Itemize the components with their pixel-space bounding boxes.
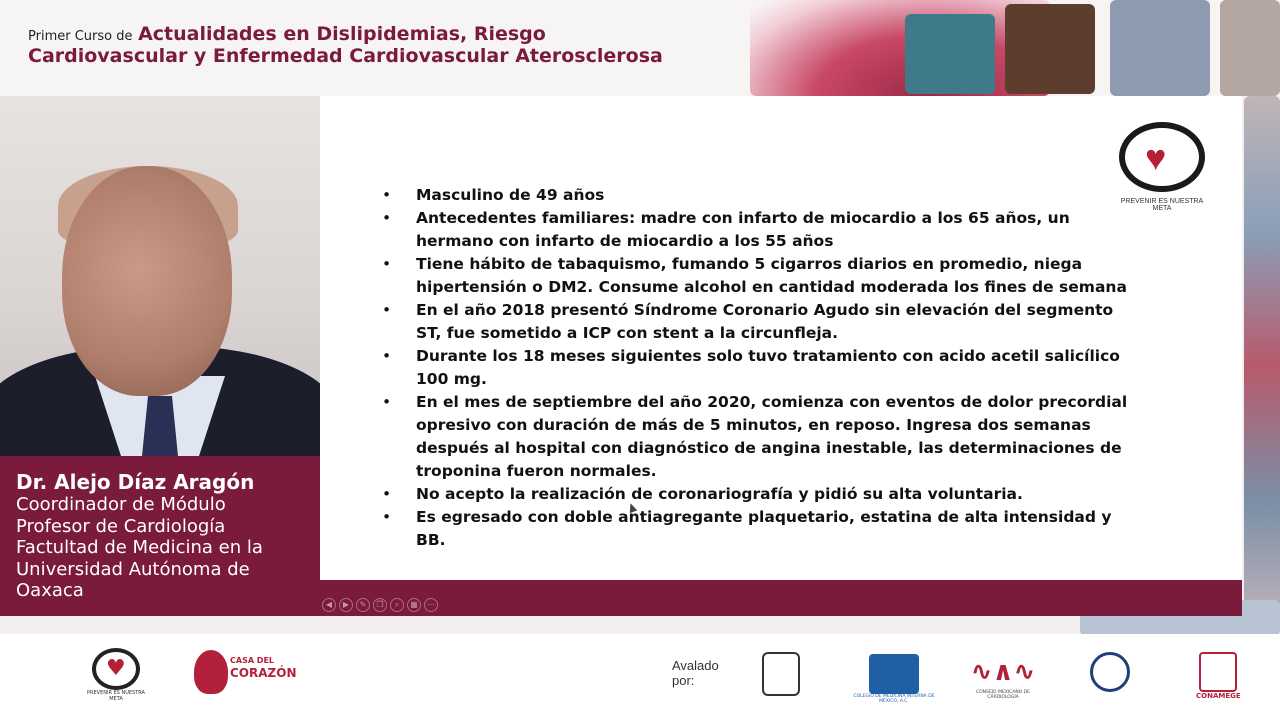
slide-controls [322, 598, 438, 612]
speaker-role: Profesor de Cardiología [16, 515, 226, 537]
anc-logo-motto: PREVENIR ES NUESTRA META [1120, 198, 1204, 212]
speaker-role: Coordinador de Módulo [16, 494, 226, 515]
more-options-icon[interactable]: ⋯ [424, 598, 438, 612]
colegio-text: COLEGIO DE MEDICINA INTERNA DE MÉXICO, A.C. [853, 694, 935, 704]
endorsed-by-label [672, 658, 719, 688]
list-item: • Masculino de 49 años [382, 184, 1142, 207]
unam-seal-icon [762, 652, 800, 696]
ecg-wave-icon: ∿∧∿ [970, 657, 1036, 687]
caduceus-icon [1199, 652, 1237, 692]
casa-line2: CORAZÓN [230, 666, 297, 680]
speaker-head [62, 166, 232, 396]
list-item: • Antecedentes familiares: madre con infarto de miocardio a los 65 años, un hermano con infarto de miocardio a los 55 años [382, 207, 1142, 253]
speaker-role: Factultad de Medicina en la [16, 537, 263, 559]
zoom-icon[interactable]: ⌕ [390, 598, 404, 612]
speaker-video [0, 96, 320, 456]
endorsed-by-line1: Avalado [672, 658, 719, 673]
heart-icon: ♥ [106, 656, 126, 681]
case-bullet-list [382, 184, 1142, 552]
previous-slide-icon[interactable]: ◀ [322, 598, 336, 612]
conamege-text: CONAMEGE [1196, 692, 1241, 700]
society-seal-icon [1090, 652, 1130, 692]
anc-footer-logo [86, 648, 146, 702]
anc-logo-ring [1119, 122, 1205, 192]
speaker-name-card [0, 456, 320, 616]
list-item: • En el año 2018 presentó Síndrome Coronario Agudo sin elevación del segmento ST, fue sometido a ICP con stent a la circunfleja. [382, 299, 1142, 345]
grid-view-icon[interactable]: ▦ [407, 598, 421, 612]
course-title-line1: Actualidades en Dislipidemias, Riesgo [138, 23, 546, 45]
course-title-line2: Cardiovascular y Enfermedad Cardiovascular Aterosclerosa [28, 44, 663, 67]
colegio-medicina-interna-logo [852, 654, 936, 704]
speaker-name: Dr. Alejo Díaz Aragón [16, 470, 255, 494]
pen-icon[interactable]: ✎ [356, 598, 370, 612]
anc-footer-ring [92, 648, 140, 690]
speaker-role: Universidad Autónoma de Oaxaca [16, 558, 250, 602]
course-title [28, 24, 728, 68]
cmc-text: CONSEJO MEXICANO DE CARDIOLOGÍA [975, 690, 1031, 700]
list-item: • Durante los 18 meses siguientes solo tuvo tratamiento con acido acetil salicílico 100 mg. [382, 345, 1142, 391]
conamege-logo [1196, 652, 1240, 700]
colegio-mark-icon [869, 654, 919, 694]
slide-footer-bar [320, 580, 1242, 616]
heart-icon: ♥ [1145, 137, 1167, 178]
casa-line1: CASA DEL [230, 656, 275, 665]
anc-footer-motto: PREVENIR ES NUESTRA META [87, 690, 145, 702]
consejo-mexicano-cardiologia-logo [966, 654, 1040, 700]
presentation-slide [320, 96, 1242, 580]
list-item: • Es egresado con doble antiagregante plaquetario, estatina de alta intensidad y BB. [382, 506, 1142, 552]
sponsors-footer [0, 634, 1280, 720]
endorsed-by-line2: por: [672, 673, 695, 688]
list-item: • En el mes de septiembre del año 2020, comienza con eventos de dolor precordial opresivo con duración de más de 5 minutos, en reposo. Ingresa dos semanas después al hospital con diagnóstico de angina inestable, las determinaciones de troponina fueron normales. [382, 391, 1142, 483]
heart-house-icon [194, 650, 228, 694]
list-item: • Tiene hábito de tabaquismo, fumando 5 cigarros diarios en promedio, niega hipertensión o DM2. Consume alcohol en cantidad moderada los fines de semana [382, 253, 1142, 299]
course-title-prefix: Primer Curso de [28, 29, 133, 44]
next-slide-icon[interactable]: ▶ [339, 598, 353, 612]
list-item: • No acepto la realización de coronariografía y pidió su alta voluntaria. [382, 483, 1142, 506]
copy-icon[interactable]: ❐ [373, 598, 387, 612]
